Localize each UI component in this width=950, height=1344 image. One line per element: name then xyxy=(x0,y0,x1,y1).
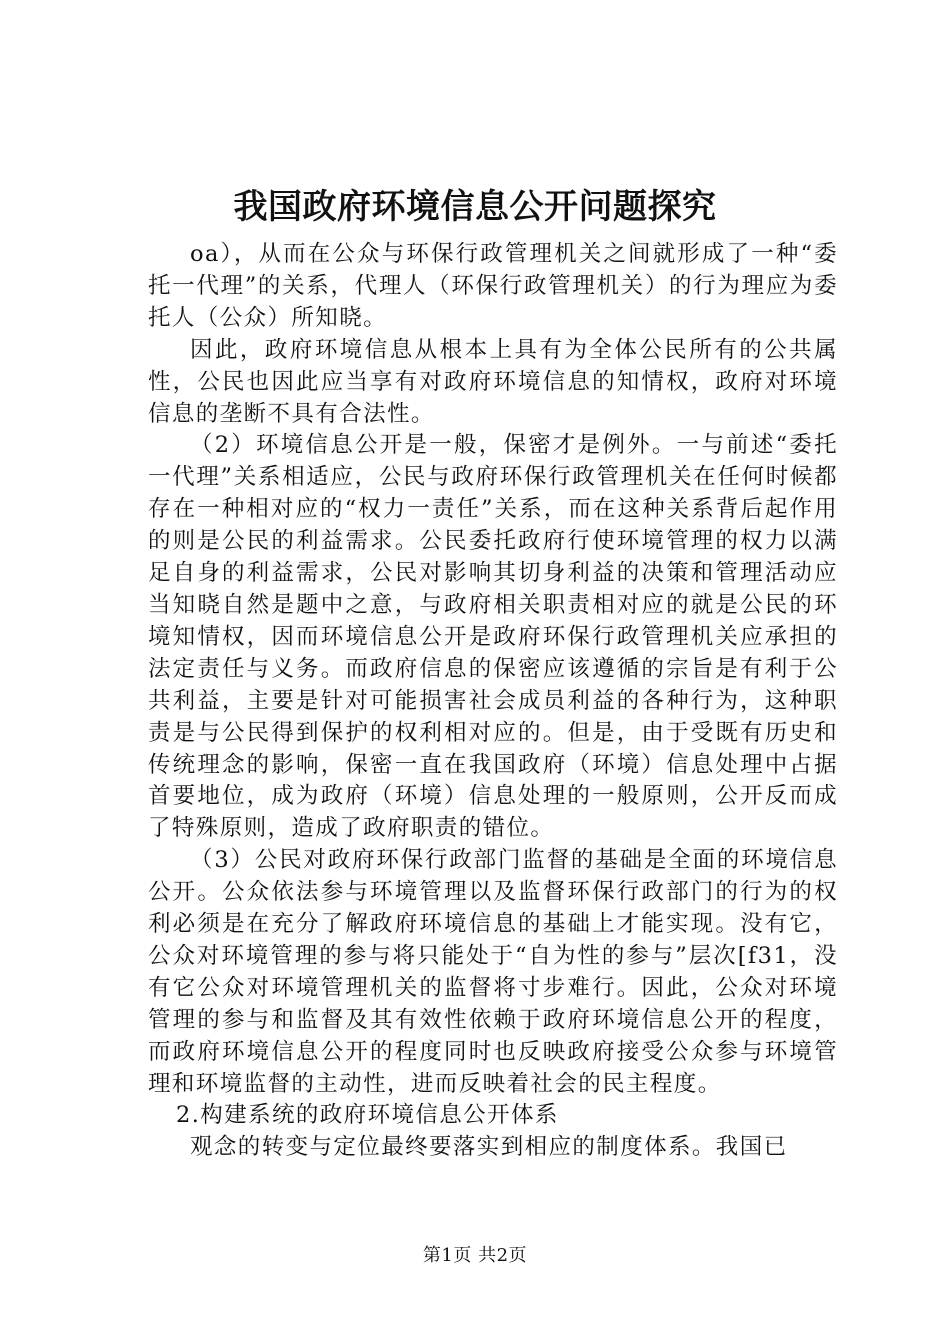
section-heading: 2.构建系统的政府环境信息公开体系 xyxy=(176,1102,559,1129)
paragraph-4: （3）公民对政府环保行政部门监督的基础是全面的环境信息公开。公众依法参与环境管理以及监督环保行政部门的行为的权利必须是在充分了解政府环境信息的基础上才能实现。没有它，公众对环境管理的参与将只能处于“自为性的参与”层次[f31，没有它公众对环境管理机关的监督将寸步难行。因此，公众对环境管理的参与和监督及其有效性依赖于政府环境信息公开的程度，而政府环境信息公开的程度同时也反映政府接受公众参与环境管理和环境监督的主动性，进而反映着社会的民主程度。 xyxy=(148,847,838,1097)
document-title: 我国政府环境信息公开问题探究 xyxy=(233,187,717,227)
paragraph-3: （2）环境信息公开是一般，保密才是例外。一与前述“委托一代理”关系相适应，公民与政府环保行政管理机关在任何时候都存在一种相对应的“权力一责任”关系，而在这种关系背后起作用的则是公民的利益需求。公民委托政府行使环境管理的权力以满足自身的利益需求，公民对影响其切身利益的决策和管理活动应当知晓自然是题中之意，与政府相关职责相对应的就是公民的环境知情权，因而环境信息公开是政府环保行政管理机关应承担的法定责任与义务。而政府信息的保密应该遵循的宗旨是有利于公共利益，主要是针对可能损害社会成员利益的各种行为，这种职责是与公民得到保护的权利相对应的。但是，由于受既有历史和传统理念的影响，保密一直在我国政府（环境）信息处理中占据首要地位，成为政府（环境）信息处理的一般原则，公开反而成了特殊原则，造成了政府职责的错位。 xyxy=(148,432,838,842)
paragraph-2: 因此，政府环境信息从根本上具有为全体公民所有的公共属性，公民也因此应当享有对政府环境信息的知情权，政府对环境信息的垄断不具有合法性。 xyxy=(148,336,838,427)
paragraph-1: oa），从而在公众与环保行政管理机关之间就形成了一种“委托一代理”的关系，代理人（环保行政管理机关）的行为理应为委托人（公众）所知晓。 xyxy=(148,241,838,331)
paragraph-6: 观念的转变与定位最终要落实到相应的制度体系。我国已 xyxy=(190,1134,788,1161)
page-number-footer: 第1页 共2页 xyxy=(422,1245,528,1266)
document-body xyxy=(148,239,838,1164)
